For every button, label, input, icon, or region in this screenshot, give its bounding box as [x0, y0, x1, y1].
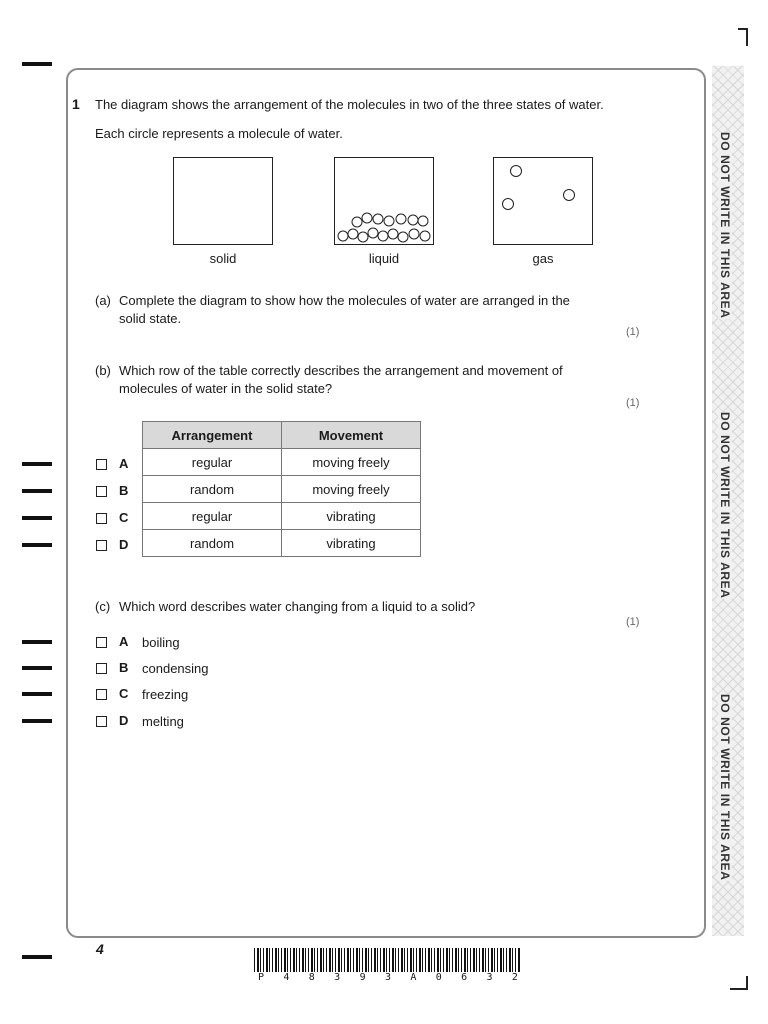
option-letter: C	[119, 510, 129, 525]
option-letter: D	[119, 713, 129, 728]
part-a-label: (a)	[95, 293, 111, 308]
table-row	[143, 530, 421, 557]
registration-mark	[22, 543, 52, 547]
table-header-row	[143, 422, 421, 449]
part-b-question: molecules of water in the solid state?	[119, 381, 333, 396]
part-c-label: (c)	[95, 599, 111, 614]
barcode-text	[258, 972, 518, 983]
registration-mark	[22, 489, 52, 493]
gas-box	[493, 157, 593, 245]
part-c-marks: (1)	[626, 616, 640, 628]
option-letter: B	[119, 483, 129, 498]
header-movement: Movement	[282, 422, 421, 449]
liquid-label: liquid	[368, 251, 400, 266]
solid-box[interactable]	[173, 157, 273, 245]
option-b-c-checkbox[interactable]	[96, 513, 107, 524]
liquid-box	[334, 157, 434, 245]
corner-mark	[730, 976, 748, 990]
table-row	[143, 476, 421, 503]
registration-mark	[22, 62, 52, 66]
barcode-char: 6	[461, 972, 468, 983]
part-a-question: solid state.	[119, 311, 182, 326]
option-c-a-checkbox[interactable]	[96, 637, 107, 648]
part-a-question: Complete the diagram to show how the molecules of water are arranged in the	[119, 293, 570, 308]
cell-arrangement: random	[143, 476, 282, 503]
barcode-char: 2	[511, 972, 518, 983]
gas-label: gas	[532, 251, 554, 266]
option-letter: D	[119, 537, 129, 552]
barcode-char: 3	[334, 972, 341, 983]
option-text: melting	[142, 714, 184, 729]
cell-arrangement: regular	[143, 503, 282, 530]
cell-movement: moving freely	[282, 476, 421, 503]
option-letter: B	[119, 660, 129, 675]
liquid-molecules	[335, 158, 433, 244]
intro-line: Each circle represents a molecule of water.	[95, 126, 343, 141]
option-letter: A	[119, 634, 129, 649]
registration-mark	[22, 955, 52, 959]
question-number: 1	[72, 96, 80, 112]
registration-mark	[22, 666, 52, 670]
registration-mark	[22, 719, 52, 723]
table-row	[143, 503, 421, 530]
option-text: boiling	[142, 635, 180, 650]
registration-mark	[22, 640, 52, 644]
option-letter: A	[119, 456, 129, 471]
part-b-question: Which row of the table correctly describes the arrangement and movement of	[119, 363, 563, 378]
solid-label: solid	[209, 251, 237, 266]
margin-warning: DO NOT WRITE IN THIS AREA	[718, 412, 732, 599]
barcode-char: 0	[435, 972, 442, 983]
option-b-b-checkbox[interactable]	[96, 486, 107, 497]
header-arrangement: Arrangement	[143, 422, 282, 449]
barcode-char: 4	[283, 972, 290, 983]
barcode-char: A	[410, 972, 417, 983]
part-b-marks: (1)	[626, 397, 640, 409]
table-row	[143, 449, 421, 476]
registration-mark	[22, 516, 52, 520]
intro-line: The diagram shows the arrangement of the molecules in two of the three states of water.	[95, 97, 604, 112]
gas-molecules	[494, 158, 592, 244]
cell-movement: vibrating	[282, 530, 421, 557]
margin-warning: DO NOT WRITE IN THIS AREA	[718, 694, 732, 881]
option-c-b-checkbox[interactable]	[96, 663, 107, 674]
option-b-d-checkbox[interactable]	[96, 540, 107, 551]
option-text: freezing	[142, 687, 189, 702]
option-b-a-checkbox[interactable]	[96, 459, 107, 470]
registration-mark	[22, 462, 52, 466]
part-c-question: Which word describes water changing from a liquid to a solid?	[119, 599, 476, 614]
option-text: condensing	[142, 661, 209, 676]
cell-arrangement: regular	[143, 449, 282, 476]
barcode-char: 8	[308, 972, 315, 983]
part-a-marks: (1)	[626, 326, 640, 338]
option-c-d-checkbox[interactable]	[96, 716, 107, 727]
barcode	[254, 948, 520, 972]
part-b-label: (b)	[95, 363, 111, 378]
arrangement-table	[142, 421, 421, 557]
registration-mark	[22, 692, 52, 696]
page-number: 4	[96, 941, 104, 957]
cell-movement: moving freely	[282, 449, 421, 476]
barcode-char: 3	[384, 972, 391, 983]
margin-warning: DO NOT WRITE IN THIS AREA	[718, 132, 732, 319]
option-c-c-checkbox[interactable]	[96, 689, 107, 700]
cell-arrangement: random	[143, 530, 282, 557]
corner-mark	[738, 28, 748, 46]
cell-movement: vibrating	[282, 503, 421, 530]
barcode-char: 9	[359, 972, 366, 983]
barcode-char: P	[258, 972, 265, 983]
barcode-char: 3	[486, 972, 493, 983]
option-letter: C	[119, 686, 129, 701]
